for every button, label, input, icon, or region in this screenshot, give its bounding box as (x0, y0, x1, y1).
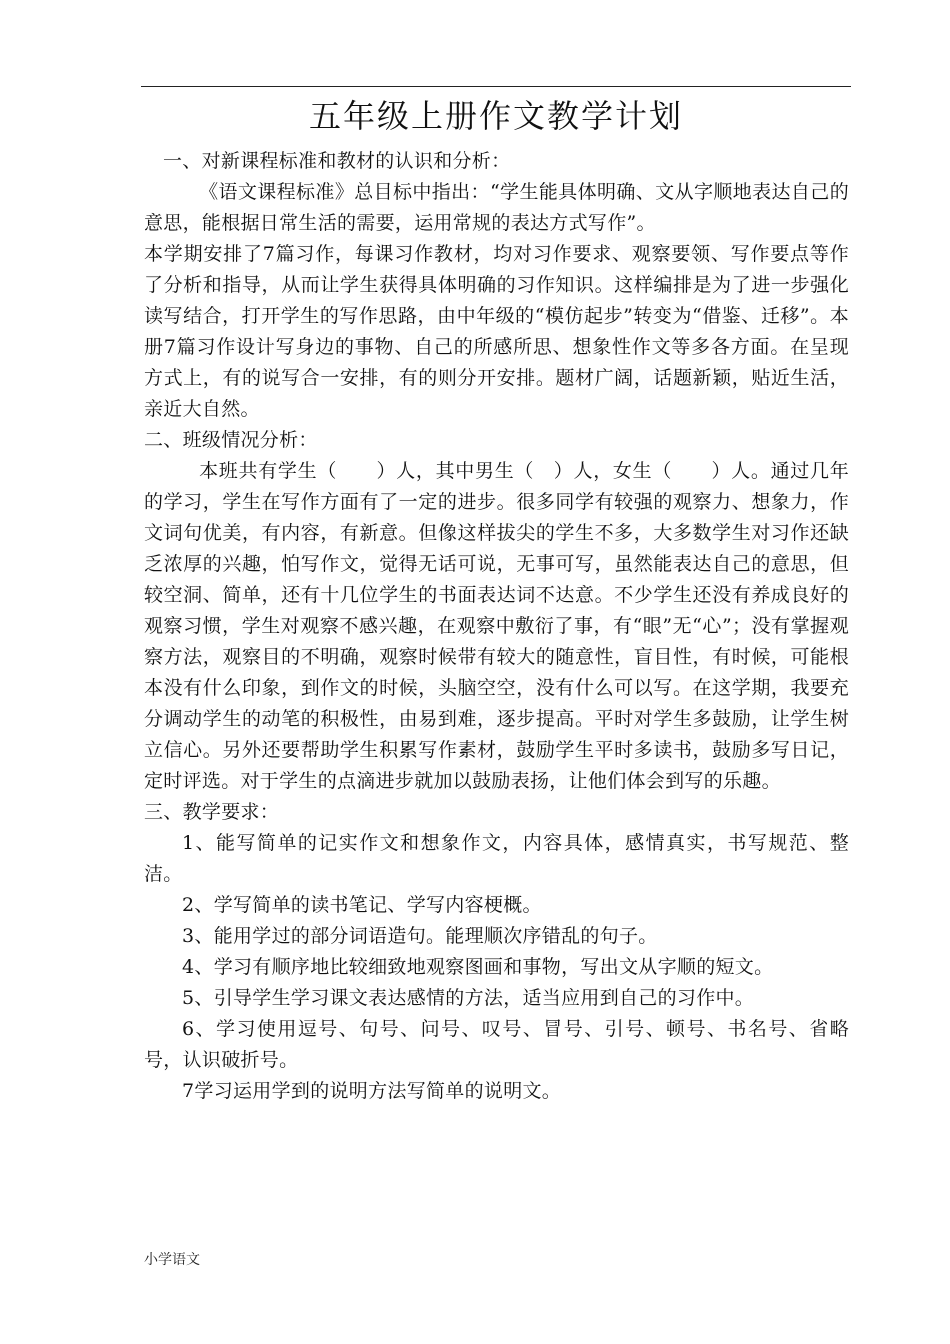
section-heading-1: 一、对新课程标准和教材的认识和分析： (163, 150, 511, 172)
requirement-item-2: 2、学写简单的读书笔记、学写内容梗概。 (182, 894, 542, 916)
requirement-item-6: 6、学习使用逗号、句号、问号、叹号、冒号、引号、顿号、书名号、省略号，认识破折号。 (144, 1018, 849, 1071)
section-heading-2: 二、班级情况分析： (144, 429, 318, 451)
requirement-item-4: 4、学习有顺序地比较细致地观察图画和事物，写出文从字顺的短文。 (182, 956, 774, 978)
page-footer: 小学语文 (144, 1252, 200, 1268)
requirement-item-1: 1、能写简单的记实作文和想象作文，内容具体，感情真实，书写规范、整洁。 (144, 832, 849, 885)
page-title: 五年级上册作文教学计划 (308, 97, 683, 135)
section-1-paragraph-2: 本学期安排了7篇习作，每课习作教材，均对习作要求、观察要领、写作要点等作了分析和指导，从而让学生获得具体明确的习作知识。这样编排是为了进一步强化读写结合，打开学生的写作思路，由中年级的“模仿起步”转变为“借鉴、迁移”。本册7篇习作设计写身边的事物、自己的所感所思、想象性作文等多各方面。在呈现方式上，有的说写合一安排，有的则分开安排。题材广阔，话题新颖，贴近生活，亲近大自然。 (144, 243, 849, 420)
section-1-paragraph-1: 《语文课程标准》总目标中指出：“学生能具体明确、文从字顺地表达自己的意思，能根据日常生活的需要，运用常规的表达方式写作”。 (144, 181, 849, 234)
document-body (144, 146, 849, 1107)
header-rule (141, 86, 851, 87)
requirement-item-7: 7学习运用学到的说明方法写简单的说明文。 (182, 1080, 562, 1102)
section-2-paragraph-1: 本班共有学生（ ）人，其中男生（ ）人，女生（ ）人。通过几年的学习，学生在写作方面有了一定的进步。很多同学有较强的观察力、想象力，作文词句优美，有内容，有新意。但像这样拔尖的学生不多，大多数学生对习作还缺乏浓厚的兴趣，怕写作文，觉得无话可说，无事可写，虽然能表达自己的意思，但较空洞、简单，还有十几位学生的书面表达词不达意。不少学生还没有养成良好的观察习惯，学生对观察不感兴趣，在观察中敷衍了事，有“眼”无“心”；没有掌握观察方法，观察目的不明确，观察时候带有较大的随意性，盲目性，有时候，可能根本没有什么印象，到作文的时候，头脑空空，没有什么可以写。在这学期，我要充分调动学生的动笔的积极性，由易到难，逐步提高。平时对学生多鼓励，让学生树立信心。另外还要帮助学生积累写作素材，鼓励学生平时多读书，鼓励多写日记，定时评选。对于学生的点滴进步就加以鼓励表扬，让他们体会到写的乐趣。 (144, 460, 849, 792)
section-heading-3: 三、教学要求： (144, 801, 280, 823)
requirement-item-3: 3、能用学过的部分词语造句。能理顺次序错乱的句子。 (182, 925, 658, 947)
requirement-item-5: 5、引导学生学习课文表达感情的方法，适当应用到自己的习作中。 (182, 987, 755, 1009)
